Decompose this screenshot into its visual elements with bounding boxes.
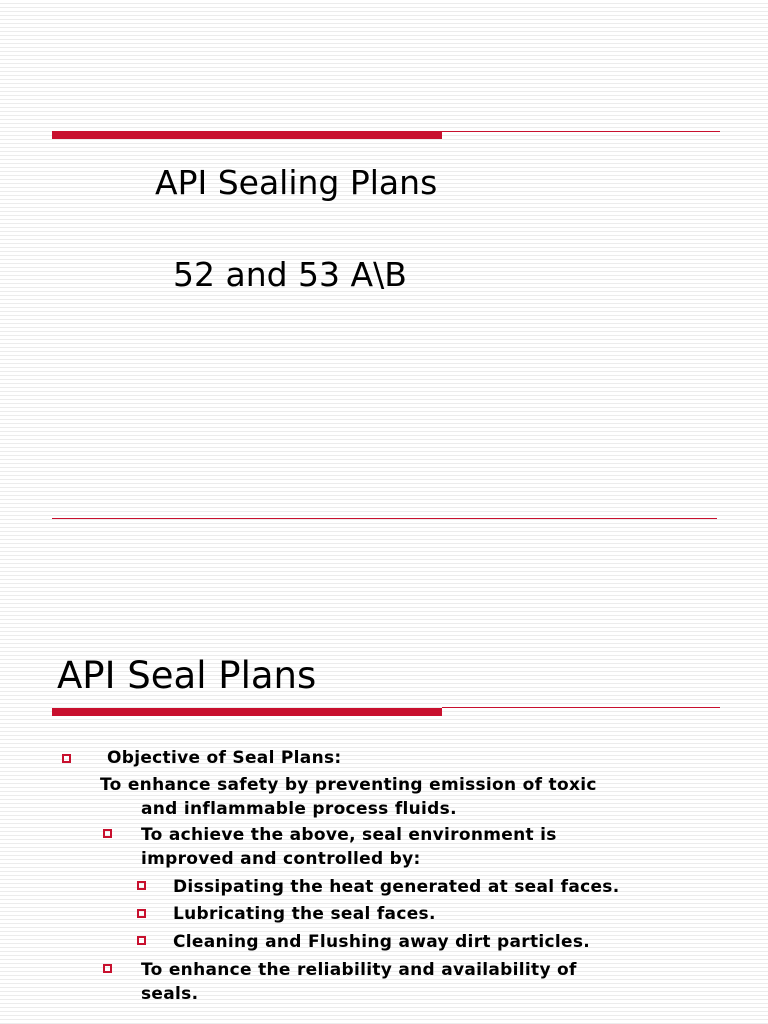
sub-item-heat: Dissipating the heat generated at seal faces. [173, 877, 620, 897]
checkbox-bullet-icon [103, 964, 112, 973]
slide-divider [52, 518, 717, 519]
checkbox-bullet-icon [62, 754, 71, 763]
slide1-title-line2: 52 and 53 A\B [173, 255, 407, 294]
slide2-accent-bar-thick [52, 708, 442, 716]
sub-bullet1-line1: To achieve the above, seal environment is [141, 825, 557, 845]
checkbox-bullet-icon [137, 936, 146, 945]
sub-bullet1-line2: improved and controlled by: [141, 849, 421, 869]
sub-bullet2-line2: seals. [141, 984, 199, 1004]
slide1-title-line1: API Sealing Plans [155, 163, 438, 202]
slide2-title: API Seal Plans [57, 654, 317, 697]
objective-text-line2: and inflammable process fluids. [141, 799, 457, 819]
objective-text-line1: To enhance safety by preventing emission of toxic [100, 775, 597, 795]
slide2-accent-bar-thin [442, 707, 720, 708]
checkbox-bullet-icon [103, 829, 112, 838]
sub-bullet2-line1: To enhance the reliability and availability of [141, 960, 577, 980]
sub-item-cleaning: Cleaning and Flushing away dirt particles. [173, 932, 591, 952]
sub-item-lubricating: Lubricating the seal faces. [173, 904, 436, 924]
slide1-accent-bar-thin [442, 131, 720, 132]
checkbox-bullet-icon [137, 881, 146, 890]
objective-heading: Objective of Seal Plans: [107, 748, 342, 768]
slide1-accent-bar-thick [52, 131, 442, 139]
checkbox-bullet-icon [137, 909, 146, 918]
